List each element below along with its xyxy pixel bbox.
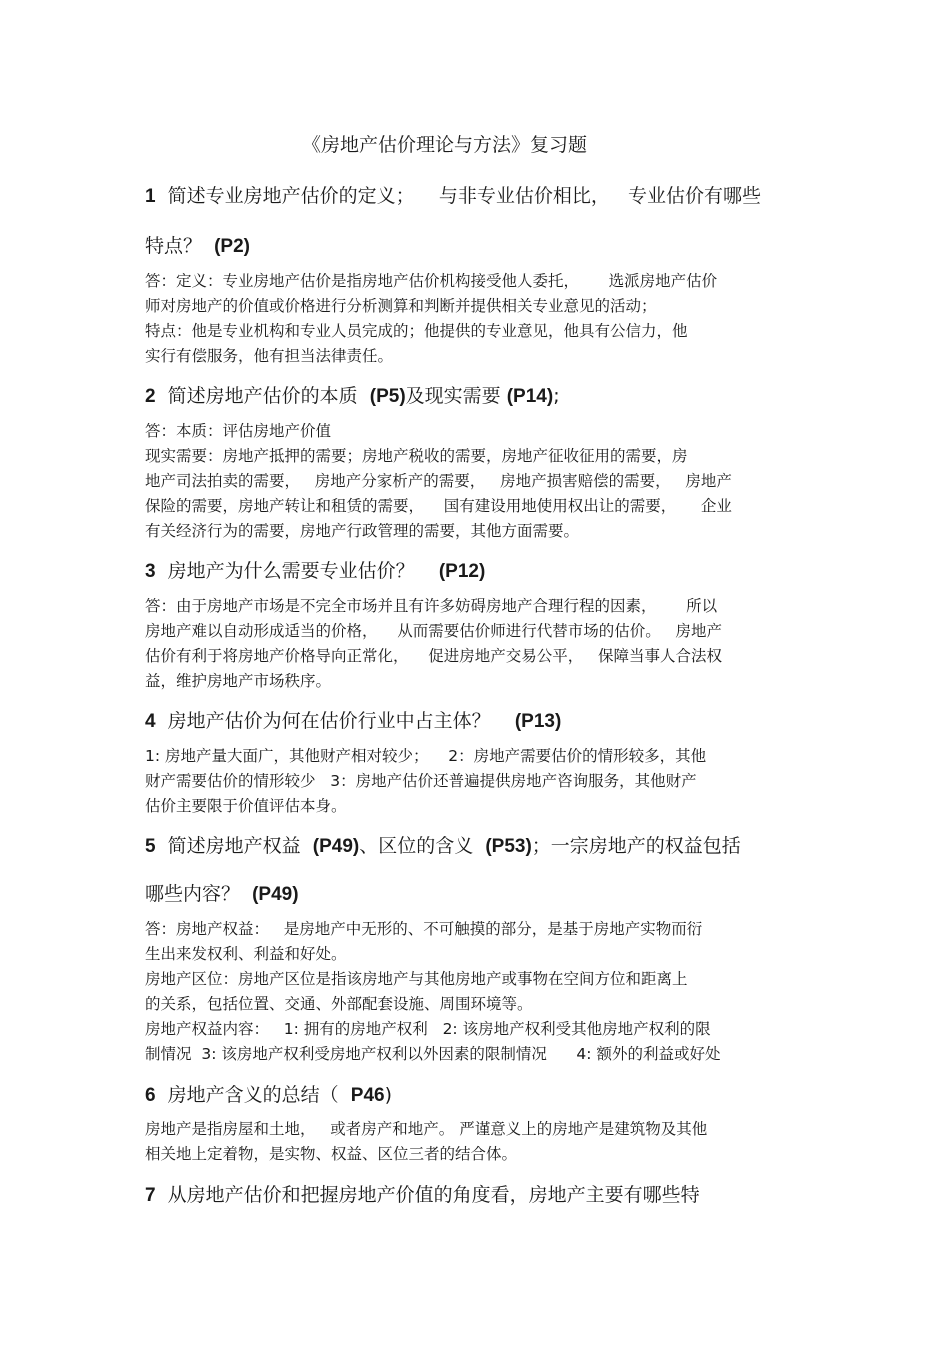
question-number: 7 <box>145 1185 156 1206</box>
page-ref: (P5) <box>369 386 406 407</box>
page-ref: (P14) <box>506 386 554 407</box>
answer-line: 估价有利于将房地产价格导向正常化， 促进房地产交易公平， 保障当事人合法权 <box>145 647 722 665</box>
answer-line: 特点：他是专业机构和专业人员完成的；他提供的专业意见，他具有公信力，他 <box>145 322 688 340</box>
answer-line: 师对房地产的价值或价格进行分析测算和判断并提供相关专业意见的活动； <box>145 297 657 315</box>
page-ref: (P13) <box>514 711 562 732</box>
answer-line: 保险的需要，房地产转让和租赁的需要， 国有建设用地使用权出让的需要， 企业 <box>145 497 732 515</box>
answer-line: 相关地上定着物，是实物、权益、区位三者的结合体。 <box>145 1145 518 1163</box>
answer-line: 的关系，包括位置、交通、外部配套设施、周围环境等。 <box>145 995 533 1013</box>
answer-line: 答：本质：评估房地产价值 <box>145 422 332 440</box>
question-number: 1 <box>145 186 156 207</box>
answer-line: 答：定义：专业房地产估价是指房地产估价机构接受他人委托， 选派房地产估价 <box>145 272 718 290</box>
answer-line: 房地产是指房屋和土地， 或者房产和地产。 严谨意义上的房地产是建筑物及其他 <box>145 1120 708 1138</box>
question-number: 3 <box>145 561 156 582</box>
question-4: 4 房地产估价为何在估价行业中占主体？ (P13) <box>145 710 562 732</box>
question-6: 6 房地产含义的总结（ P46) <box>145 1084 392 1106</box>
page-ref: P46 <box>350 1085 385 1106</box>
answer-line: 生出来发权利、利益和好处。 <box>145 945 347 963</box>
answer-line: 现实需要：房地产抵押的需要；房地产税收的需要，房地产征收征用的需要，房 <box>145 447 688 465</box>
answer-line: 答：由于房地产市场是不完全市场并且有许多妨碍房地产合理行程的因素， 所以 <box>145 597 718 615</box>
answer-line: 房地产权益内容： 1: 拥有的房地产权利 2: 该房地产权利受其他房地产权利的限 <box>145 1020 711 1038</box>
question-5-cont: 哪些内容？ (P49) <box>145 883 299 905</box>
answer-line: 财产需要估价的情形较少 3：房地产估价还普遍提供房地产咨询服务，其他财产 <box>145 772 697 790</box>
question-2: 2 简述房地产估价的本质 (P5)及现实需要 (P14); <box>145 385 560 407</box>
question-number: 4 <box>145 711 156 732</box>
question-number: 2 <box>145 386 156 407</box>
question-7: 7 从房地产估价和把握房地产价值的角度看，房地产主要有哪些特 <box>145 1184 700 1206</box>
answer-line: 实行有偿服务，他有担当法律责任。 <box>145 347 394 365</box>
question-5: 5 简述房地产权益 (P49)、区位的含义 (P53)；一宗房地产的权益包括 <box>145 835 741 857</box>
answer-line: 答：房地产权益： 是房地产中无形的、不可触摸的部分，是基于房地产实物而衍 <box>145 920 703 938</box>
page-ref: (P49) <box>252 884 299 905</box>
answer-line: 益，维护房地产市场秩序。 <box>145 672 332 690</box>
page-ref: (P12) <box>438 561 486 582</box>
answer-line: 房地产难以自动形成适当的价格， 从而需要估价师进行代替市场的估价。 房地产 <box>145 622 722 640</box>
answer-line: 有关经济行为的需要，房地产行政管理的需要，其他方面需要。 <box>145 522 580 540</box>
question-number: 6 <box>145 1085 156 1106</box>
answer-line: 地产司法拍卖的需要， 房地产分家析产的需要， 房地产损害赔偿的需要， 房地产 <box>145 472 732 490</box>
page-ref: (P53) <box>485 836 532 857</box>
document-title: 《房地产估价理论与方法》复习题 <box>302 134 588 156</box>
page-ref: (P2) <box>214 236 251 257</box>
answer-line: 估价主要限于价值评估本身。 <box>145 797 347 815</box>
answer-line: 制情况 3: 该房地产权利受房地产权利以外因素的限制情况 4: 额外的利益或好处 <box>145 1045 721 1063</box>
question-3: 3 房地产为什么需要专业估价？ (P12) <box>145 560 486 582</box>
question-text: 简述专业房地产估价的定义； 与非专业估价相比， 专业估价有哪些 <box>167 185 761 207</box>
page-ref: (P49) <box>312 836 360 857</box>
question-1 <box>145 181 761 208</box>
question-1-cont <box>145 231 250 258</box>
answer-line: 房地产区位：房地产区位是指该房地产与其他房地产或事物在空间方位和距离上 <box>145 970 688 988</box>
question-number: 5 <box>145 836 156 857</box>
question-text: 特点？ <box>145 235 203 257</box>
answer-line: 1: 房地产量大面广，其他财产相对较少； 2：房地产需要估价的情形较多，其他 <box>145 747 707 765</box>
